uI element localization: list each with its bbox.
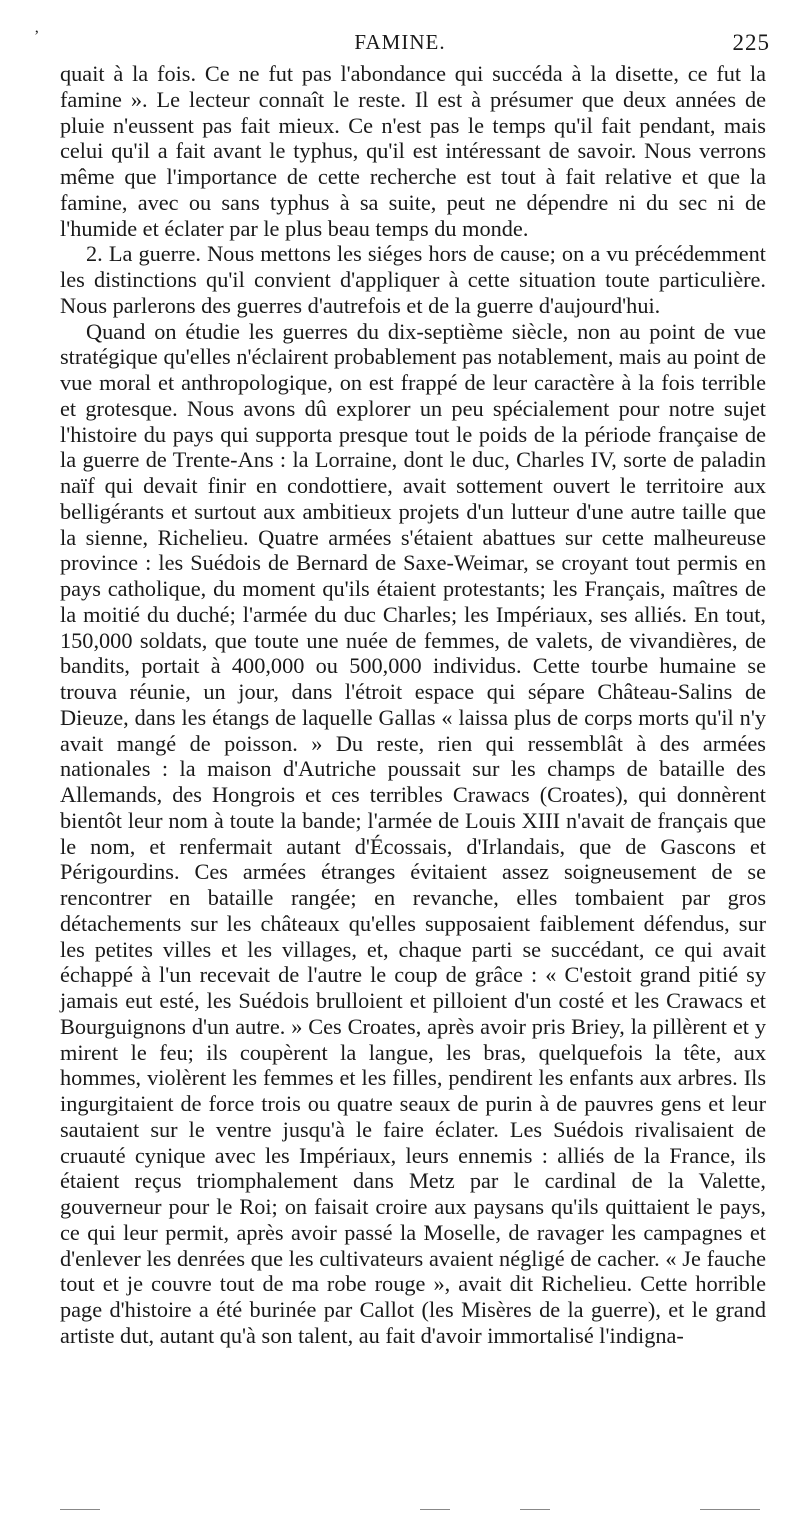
print-smudge [520,1509,550,1510]
paragraph-continuation: quait à la fois. Ce ne fut pas l'abondance qui succéda à la disette, ce fut la famine ». Le lecteur connaît le reste. Il est à présumer que deux années de pluie n'eussent pas fait mieux. Ce n'est pas le temps qu'il fait pendant, mais celui qu'il a fait avant le typhus, qu'il est intéressant de savoir. Nous verrons même que l'importance de cette recherche est tout à fait relative et que la famine, avec ou sans typhus à sa suite, peut ne dépendre ni du sec ni de l'humide et éclater par le plus beau temps du monde. [60,61,766,241]
print-speck: ʼ [34,28,41,45]
print-smudge [420,1509,450,1510]
print-smudge [700,1509,760,1510]
paragraph-thirty-years-war: Quand on étudie les guerres du dix-septième siècle, non au point de vue stratégique qu'elles n'éclairent probablement pas notablement, mais au point de vue moral et anthropologique, on est frappé de leur caractère à la fois terrible et grotesque. Nous avons dû explorer un peu spécialement pour notre sujet l'histoire du pays qui supporta presque tout le poids de la période française de la guerre de Trente-Ans : la Lorraine, dont le duc, Charles IV, sorte de paladin naïf qui devait finir en condottiere, avait sottement ouvert le territoire aux belligérants et surtout aux ambitieux projets d'un lutteur d'une autre taille que la sienne, Richelieu. Quatre armées s'étaient abattues sur cette malheureuse province : les Suédois de Bernard de Saxe-Weimar, se croyant tout permis en pays catholique, du moment qu'ils étaient protestants; les Français, maîtres de la moitié du duché; l'armée du duc Charles; les Impériaux, ses alliés. En tout, 150,000 soldats, que toute une nuée de femmes, de valets, de vivandières, de bandits, portait à 400,000 ou 500,000 individus. Cette tourbe humaine se trouva réunie, un jour, dans l'étroit espace qui sépare Château-Salins de Dieuze, dans les étangs de laquelle Gallas « laissa plus de corps morts qu'il n'y avait mangé de poisson. » Du reste, rien qui ressemblât à des armées nationales : la maison d'Autriche poussait sur les champs de bataille des Allemands, des Hongrois et ces terribles Crawacs (Croates), qui donnèrent bientôt leur nom à toute la bande; l'armée de Louis XIII n'avait de français que le nom, et renfermait autant d'Écossais, d'Irlandais, que de Gascons et Périgourdins. Ces armées étranges évitaient assez soigneusement de se rencontrer en bataille rangée; en revanche, elles tombaient par gros détachements sur les châteaux qu'elles supposaient faiblement défendus, sur les petites villes et les villages, et, chaque parti se succédant, ce qui avait échappé à l'un recevait de l'autre le coup de grâce : « C'estoit grand pitié sy jamais eut esté, les Suédois brulloient et pilloient d'un costé et les Crawacs et Bourguignons d'un autre. » Ces Croates, après avoir pris Briey, la pillèrent et y mirent le feu; ils coupèrent la langue, les bras, quelquefois la tête, aux hommes, violèrent les femmes et les filles, pendirent les enfants aux arbres. Ils ingurgitaient de force trois ou quatre seaux de purin à de pauvres gens et leur sautaient sur le ventre jusqu'à le faire éclater. Les Suédois rivalisaient de cruauté cynique avec les Impériaux, leurs ennemis : alliés de la France, ils étaient reçus triomphalement dans Metz par le cardinal de la Valette, gouverneur pour le Roi; on faisait croire aux paysans qu'ils quittaient le pays, ce qui leur permit, après avoir passé la Moselle, de ravager les campagnes et d'enlever les denrées que les cultivateurs avaient négligé de cacher. « Je fauche tout et je couvre tout de ma robe rouge », avait dit Richelieu. Cette horrible page d'histoire a été burinée par Callot (les Misères de la guerre), et le grand artiste dut, autant qu'à son talent, au fait d'avoir immortalisé l'indigna- [60,318,766,1348]
page-title: FAMINE. [354,30,446,54]
print-smudge [60,1509,100,1510]
bottom-print-marks [0,1501,800,1521]
running-head [0,30,800,60]
body-text [60,61,766,1349]
page-number: 225 [732,30,770,55]
paragraph-guerre-heading: 2. La guerre. Nous mettons les siéges hors de cause; on a vu précédemment les distinctions qu'il convient d'appliquer à cette situation toute particulière. Nous parlerons des guerres d'autrefois et de la guerre d'aujourd'hui. [60,241,766,318]
